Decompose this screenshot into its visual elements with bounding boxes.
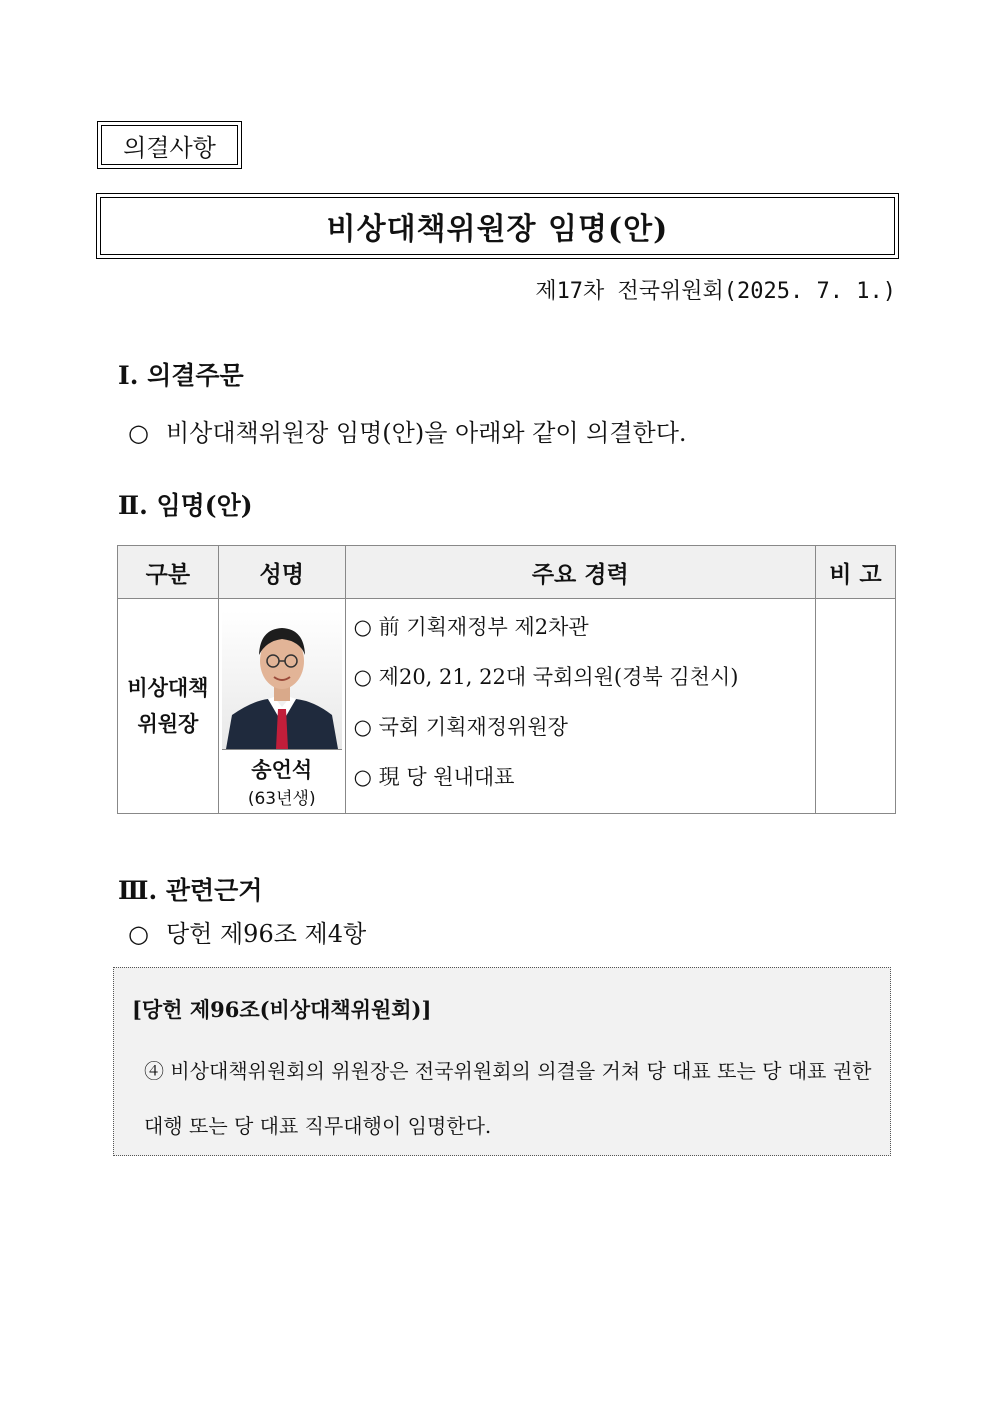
meeting-info: 제17차 전국위원회(2025. 7. 1.) (535, 279, 896, 304)
law-excerpt-box (113, 967, 891, 1156)
category-line-1: 비상대책 (127, 676, 209, 700)
section-3-item (128, 914, 366, 949)
header-career: 주요 경력 (345, 546, 815, 599)
document-tag-label: 의결사항 (101, 125, 238, 165)
header-name: 성명 (218, 546, 345, 599)
bullet-icon: ○ (128, 419, 149, 447)
header-category: 구분 (118, 546, 219, 599)
career-item: ○ 국회 기획재정위원장 (353, 715, 568, 739)
bullet-icon: ○ (128, 920, 149, 948)
appointee-name: 송언석 (251, 758, 313, 782)
career-item: ○ 前 기획재정부 제2차관 (353, 615, 589, 639)
name-cell (218, 599, 345, 814)
table-row (118, 599, 896, 814)
career-item: ○ 제20, 21, 22대 국회의원(경북 김천시) (353, 665, 739, 689)
header-remark: 비 고 (815, 546, 895, 599)
section-1-text: 비상대책위원장 임명(안)을 아래와 같이 의결한다. (166, 419, 687, 447)
section-3-heading: Ⅲ. 관련근거 (118, 876, 263, 905)
career-cell (345, 599, 815, 814)
category-cell (118, 599, 219, 814)
section-1-heading: Ⅰ. 의결주문 (118, 361, 244, 390)
document-tag (97, 121, 242, 169)
law-excerpt-title: [당헌 제96조(비상대책위원회)] (132, 997, 432, 1022)
law-excerpt-text: ④ 비상대책위원회의 위원장은 전국위원회의 의결을 거쳐 당 대표 또는 당 대표 권한대행 또는 당 대표 직무대행이 임명한다. (144, 1059, 872, 1138)
section-3-text: 당헌 제96조 제4항 (166, 920, 367, 948)
category-line-2: 위원장 (137, 712, 199, 736)
appointment-table (117, 545, 896, 814)
portrait-photo (222, 611, 342, 750)
section-1-item (128, 413, 687, 448)
appointee-birth-year: (63년생) (247, 789, 316, 809)
table-header-row (118, 546, 896, 599)
career-item: ○ 現 당 원내대표 (353, 765, 515, 789)
section-2-heading: Ⅱ. 임명(안) (118, 491, 253, 520)
remark-cell (815, 599, 895, 814)
document-title: 비상대책위원장 임명(안) (100, 197, 895, 255)
title-box (96, 193, 899, 259)
portrait-image (222, 611, 342, 749)
